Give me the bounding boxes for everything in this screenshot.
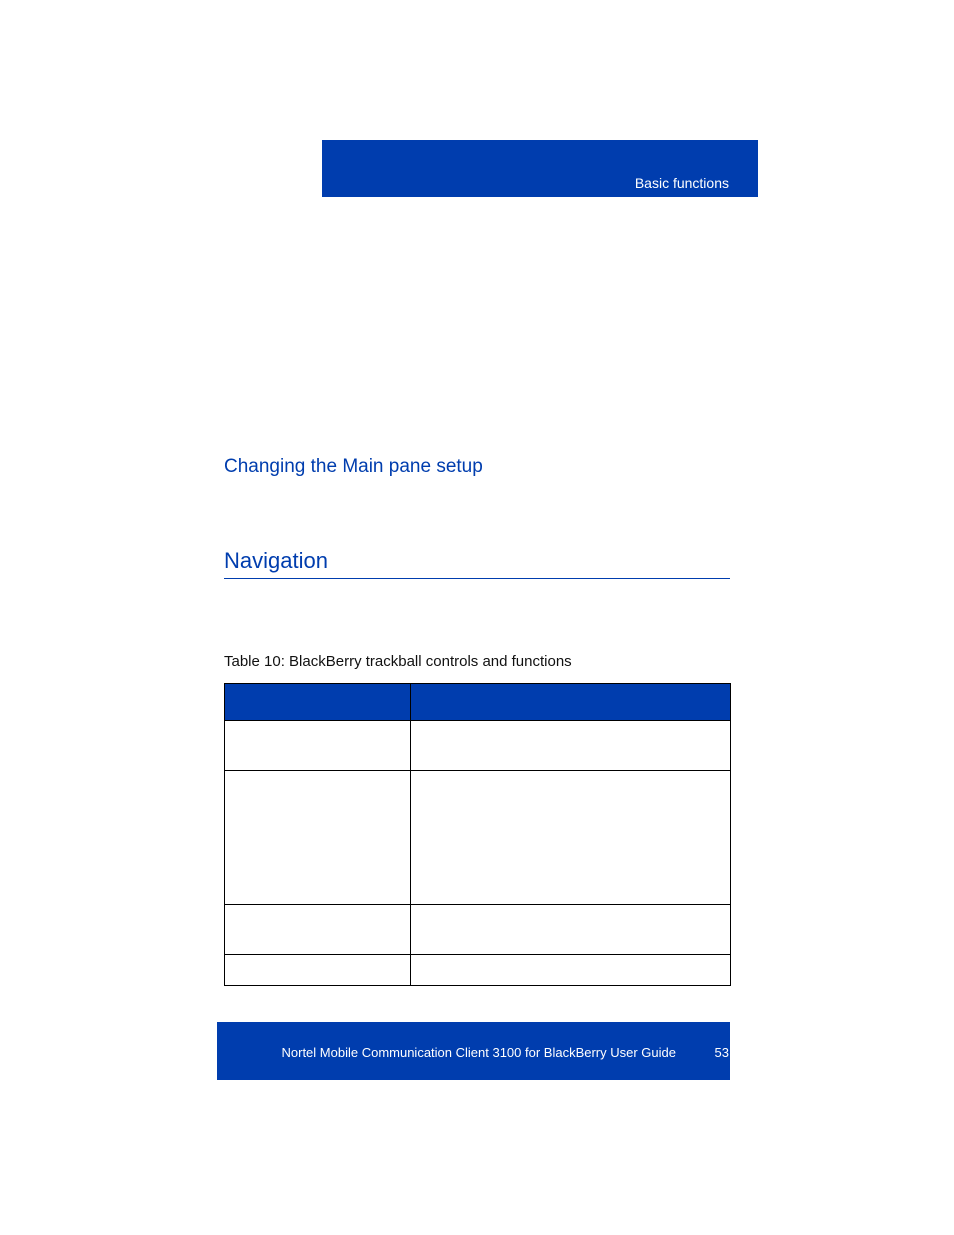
footer-bar bbox=[217, 1022, 730, 1080]
section-heading: Navigation bbox=[224, 548, 328, 573]
table-cell bbox=[225, 721, 411, 771]
subsection-heading: Changing the Main pane setup bbox=[224, 456, 483, 477]
table-cell bbox=[225, 905, 411, 955]
trackball-controls-table bbox=[224, 683, 731, 986]
header-bar bbox=[322, 140, 758, 197]
table-cell bbox=[411, 955, 731, 986]
table-row bbox=[225, 955, 731, 986]
table-header-cell bbox=[411, 684, 731, 721]
table-cell bbox=[411, 905, 731, 955]
table-header-row bbox=[225, 684, 731, 721]
table-header-cell bbox=[225, 684, 411, 721]
section-divider bbox=[224, 578, 730, 579]
table-cell bbox=[411, 771, 731, 905]
table-row bbox=[225, 771, 731, 905]
page-number: 53 bbox=[714, 1045, 729, 1060]
table-cell bbox=[225, 771, 411, 905]
table-row bbox=[225, 905, 731, 955]
table-caption: Table 10: BlackBerry trackball controls and functions bbox=[224, 653, 572, 670]
running-header-title: Basic functions bbox=[634, 175, 729, 191]
footer-guide-title: Nortel Mobile Communication Client 3100 for BlackBerry User Guide bbox=[281, 1045, 676, 1060]
table-row bbox=[225, 721, 731, 771]
table-cell bbox=[225, 955, 411, 986]
table-cell bbox=[411, 721, 731, 771]
